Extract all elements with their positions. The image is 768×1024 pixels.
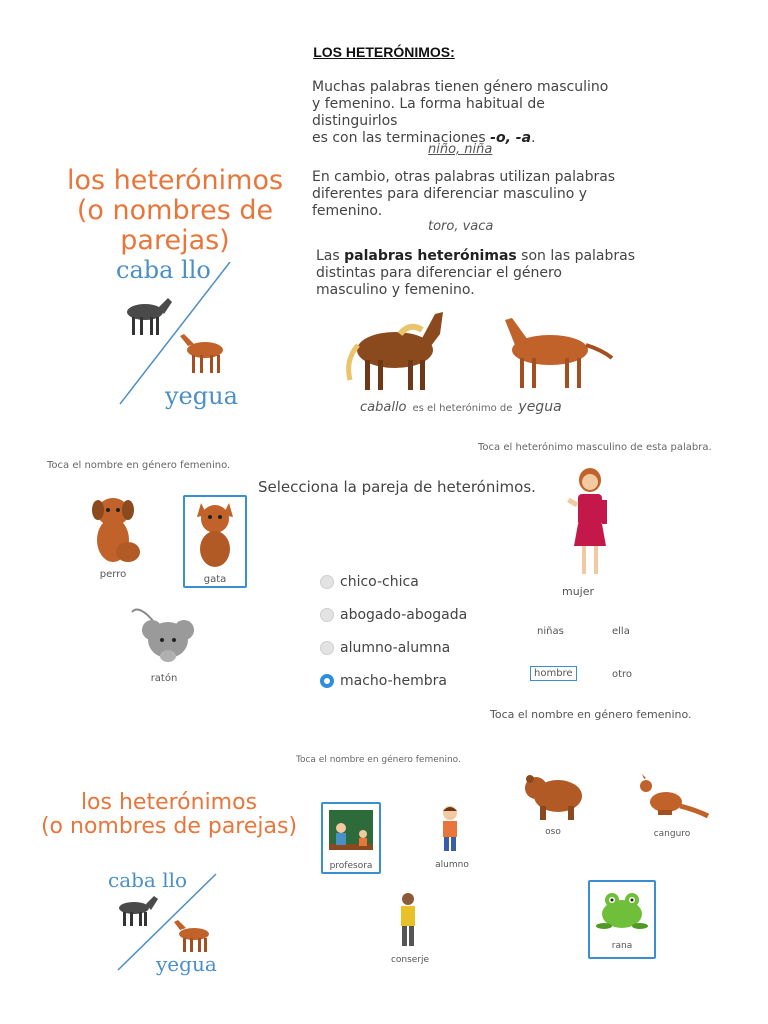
student-boy-icon bbox=[424, 803, 480, 855]
banner2-title bbox=[38, 791, 300, 839]
intro-text: son las palabras bbox=[516, 248, 636, 264]
item-label: ratón bbox=[150, 673, 178, 684]
banner-word-top: caba llo bbox=[116, 256, 211, 284]
frog-icon bbox=[590, 882, 654, 936]
option-label: macho-hembra bbox=[340, 672, 448, 689]
exercise2-title: Selecciona la pareja de heterónimos. bbox=[258, 478, 536, 496]
alumno-card[interactable] bbox=[424, 803, 480, 873]
option-macho-hembra[interactable] bbox=[320, 664, 467, 697]
intro-line: diferentes para diferenciar masculino y bbox=[312, 186, 588, 202]
intro-line: femenino. bbox=[312, 203, 383, 219]
bear-icon bbox=[518, 766, 588, 822]
item-label: conserje bbox=[390, 955, 430, 965]
option-label: abogado-abogada bbox=[340, 606, 468, 623]
janitor-icon bbox=[384, 890, 436, 950]
banner2-word-bottom: yegua bbox=[156, 952, 217, 976]
kangaroo-icon bbox=[634, 774, 710, 824]
option-label: chico-chica bbox=[340, 573, 419, 590]
option-hombre[interactable]: hombre bbox=[530, 666, 577, 681]
page-title: LOS HETERÓNIMOS: bbox=[313, 44, 455, 60]
brown-horse-icon bbox=[174, 920, 209, 952]
example-2: toro, vaca bbox=[428, 219, 494, 234]
intro-paragraph-2 bbox=[312, 169, 632, 220]
exercise3-footer: Toca el nombre en género femenino. bbox=[490, 708, 692, 721]
oso-card[interactable] bbox=[518, 766, 588, 842]
item-label: perro bbox=[99, 569, 127, 580]
option-alumno-alumna[interactable] bbox=[320, 631, 467, 664]
item-label: alumno bbox=[435, 860, 469, 870]
intro-line: masculino y femenino. bbox=[316, 282, 475, 298]
brown-horse-icon bbox=[180, 334, 223, 373]
endings: -o, -a bbox=[490, 130, 532, 146]
item-label: profesora bbox=[329, 861, 373, 871]
gray-horse-icon bbox=[119, 896, 158, 926]
gata-card[interactable] bbox=[183, 495, 247, 588]
mouse-icon bbox=[124, 602, 204, 668]
dog-icon bbox=[78, 492, 148, 564]
canguro-card[interactable] bbox=[634, 774, 710, 844]
banner-word-bottom: yegua bbox=[165, 382, 238, 410]
radio-icon bbox=[320, 641, 334, 655]
horses-caption bbox=[360, 399, 562, 415]
gray-horse-icon bbox=[127, 298, 172, 335]
dark-horse-icon bbox=[349, 312, 443, 390]
banner-line: los heterónimos bbox=[66, 165, 284, 196]
item-label: gata bbox=[203, 574, 227, 585]
exercise3-word: mujer bbox=[562, 585, 595, 598]
example-1: niño, niña bbox=[428, 142, 493, 157]
radio-icon bbox=[320, 608, 334, 622]
option-ella[interactable]: ella bbox=[612, 626, 630, 637]
item-label: rana bbox=[611, 941, 633, 951]
option-ninas[interactable]: niñas bbox=[537, 626, 564, 637]
banner-title bbox=[40, 166, 310, 256]
exercise2-options bbox=[320, 565, 467, 697]
banner2-word-top: caba llo bbox=[108, 868, 188, 892]
woman-icon bbox=[560, 466, 616, 582]
item-label: oso bbox=[545, 827, 561, 837]
option-abogado-abogada[interactable] bbox=[320, 598, 467, 631]
radio-icon bbox=[320, 575, 334, 589]
intro-line: y femenino. La forma habitual de distinguirlos bbox=[312, 96, 545, 129]
caption-word: caballo bbox=[360, 400, 407, 415]
intro-text: es con las terminaciones bbox=[312, 130, 491, 146]
profesora-card[interactable] bbox=[321, 802, 381, 874]
conserje-card[interactable] bbox=[384, 890, 436, 968]
banner-line: (o nombres de parejas) bbox=[40, 814, 298, 839]
item-label: canguro bbox=[653, 829, 691, 839]
option-chico-chica[interactable] bbox=[320, 565, 467, 598]
banner-line: (o nombres de parejas) bbox=[76, 195, 274, 256]
horses-illustration bbox=[340, 300, 630, 400]
option-label: alumno-alumna bbox=[340, 639, 451, 656]
raton-card[interactable] bbox=[124, 602, 204, 688]
intro-paragraph-3 bbox=[316, 248, 636, 299]
intro-text: Las bbox=[316, 248, 345, 264]
exercise1-instruction: Toca el nombre en género femenino. bbox=[47, 460, 231, 471]
light-horse-icon bbox=[505, 318, 612, 388]
radio-selected-icon bbox=[320, 674, 334, 688]
intro-line: En cambio, otras palabras utilizan palabras bbox=[312, 169, 616, 185]
caption-word: yegua bbox=[518, 399, 562, 415]
intro-line: distintas para diferenciar el género bbox=[316, 265, 562, 281]
banner-line: los heterónimos bbox=[80, 790, 258, 815]
intro-line: Muchas palabras tienen género masculino bbox=[312, 79, 609, 95]
exercise4-instruction: Toca el nombre en género femenino. bbox=[296, 755, 461, 765]
teacher-icon bbox=[323, 804, 379, 856]
caption-text: es el heterónimo de bbox=[412, 403, 513, 414]
bold-term: palabras heterónimas bbox=[344, 248, 517, 264]
intro-line bbox=[316, 248, 636, 265]
rana-card[interactable] bbox=[588, 880, 656, 959]
intro-paragraph-1 bbox=[312, 79, 632, 147]
intro-text: . bbox=[531, 130, 536, 146]
cat-icon bbox=[185, 497, 245, 569]
option-otro[interactable]: otro bbox=[612, 669, 633, 680]
exercise3-instruction: Toca el heterónimo masculino de esta palabra. bbox=[478, 442, 712, 453]
perro-card[interactable] bbox=[78, 492, 148, 582]
